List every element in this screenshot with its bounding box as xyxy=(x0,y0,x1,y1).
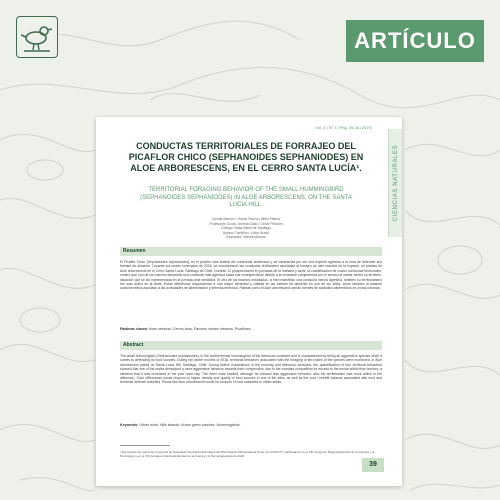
footnote-divider xyxy=(120,445,170,446)
volume-info: Vol. 3 | N° 3 | Pag. 39-46 (2019) xyxy=(315,125,372,130)
author-line: Camila Alarcón • Yumar Pauca • Ilseki Pitarón xyxy=(211,217,281,221)
article-badge: ARTÍCULO xyxy=(346,20,484,62)
logo[interactable] xyxy=(16,16,58,58)
article-title: CONDUCTAS TERRITORIALES DE FORRAJEO DEL PICAFLOR CHICO (SEPHANOIDES SEPHANIODES) EN ALOE ARBORESCENS, EN EL CERRO SANTA LUCÍA¹. xyxy=(128,141,364,173)
resumen-keywords-label: Palabras claves: xyxy=(120,327,149,331)
abstract-keywords xyxy=(120,423,382,427)
abstract-keywords-value: Urban birds; Hills islands; Urban green patches; Hummingbirds. xyxy=(139,423,241,427)
resumen-keywords xyxy=(120,327,382,331)
abstract-heading: Abstract xyxy=(120,341,382,350)
resumen-text: El Picaflor Chico (Sephanoides sephaniodes), es el picaflor más austral del continente americano y se caracteriza por ser una especie agresiva a la hora de defender sus fuentes de alimento. Durante los meses invernales de 2018, se monitorearon las conductas territoriales asociadas al forrajeo de diez machos de la especie, en plantas de Aloe arborescens en el Cerro Santa Lucía, Santiago de Chile. Durante 12 prospecciones en jornadas de la mañana y tarde, la cuantificación de cuatro conductas territoriales, mostró que uno de los machos desarrolló una conducta más agresiva hacia sus conespecíficos debido a la constante competencia por el acceso al néctar dentro su territorio, situación que se vio incrementada en la jornada post mediodía. El otro de los machos estudiados, si bien manifestó una conducta menos agresiva, también su territorialismo fue más activo en la tarde. Estas diferencias responderían a una mayor densidad y calidad en las fuentes de alimento en uno de los sitios, como también al balance costo/beneficio asociado a las actividades de alimentación y defensa territorial. Plantas como el Aloe arborescens serían fuentes de subsidios alimenticios en zonas urbanas. xyxy=(120,260,382,291)
section-side-tab-label: CIENCIAS NATURALES xyxy=(392,144,399,222)
abstract-keywords-label: Keywords: xyxy=(120,423,139,427)
author-line: Profesores Guías: Jimena Gallo • César Piñones xyxy=(209,221,283,226)
page-number: 39 xyxy=(362,458,384,472)
bird-icon xyxy=(20,20,54,54)
article-page xyxy=(96,117,402,486)
footnote: ¹ El proyecto fue parte del programa de Pasantías Científicas Escolares del PAR Región Metropolitana Norte de CONICYT, participando en el XIII Congreso Regional Escolar de la Ciencia y la Tecnología y en el XIII Congreso Nacional Escolar de la Ciencia y la Tecnología Explora 2018. xyxy=(120,450,375,458)
resumen-keywords-value: Aves urbanas; Cerros islas; Parches verdes urbanos; Picaflores. xyxy=(148,327,252,331)
author-list xyxy=(156,217,336,240)
author-line: Asesor Científico: Víctor Bravo xyxy=(222,230,270,235)
resumen-heading: Resumen xyxy=(120,247,382,256)
author-line: Evaluador: Manuel Azócar xyxy=(226,235,266,240)
article-subtitle: TERRITORIAL FORAGING BEHAVIOR OF THE SMALL HUMMINGBIRD (SEPHANOIDES SEPHANIODES) IN ALOE ARBORESCENS, ON THE SANTA LUCIA HILL. xyxy=(140,187,352,209)
author-line: Colegio Santa María de Santiago xyxy=(221,226,271,231)
abstract-text: The small hummingbird (Sephanoides sephaniodes), is the southernmost hummingbird of the American continent and is characterized by being an aggressive species when it comes to defending its food sources. During the winter months of 2018, territorial behaviors associated with the foraging of ten males of the species were monitored, in Aloe arborescens plants on Santa Lucia Hill, Santiago, Chile. During twelve explorations in the morning and afternoon sessions, the quantification of four territorial behaviors showed that one of the males developed a more aggressive behavior towards their conspecifics, due to the constant competition for access to the nectar within their territory, a situation that it was increased in the post noon day. The other male studied, although he showed less aggressive behavior, also his territorialism was more active in the afternoon. Such differences would respond to higher density and quality of food sources in one of the sites, as well as the cost / benefit balance associated with food and territorial defense activities. Plants like Aloe arborescens would be sources of food subsidies in urban areas. xyxy=(120,354,382,385)
section-side-tab xyxy=(388,129,402,237)
